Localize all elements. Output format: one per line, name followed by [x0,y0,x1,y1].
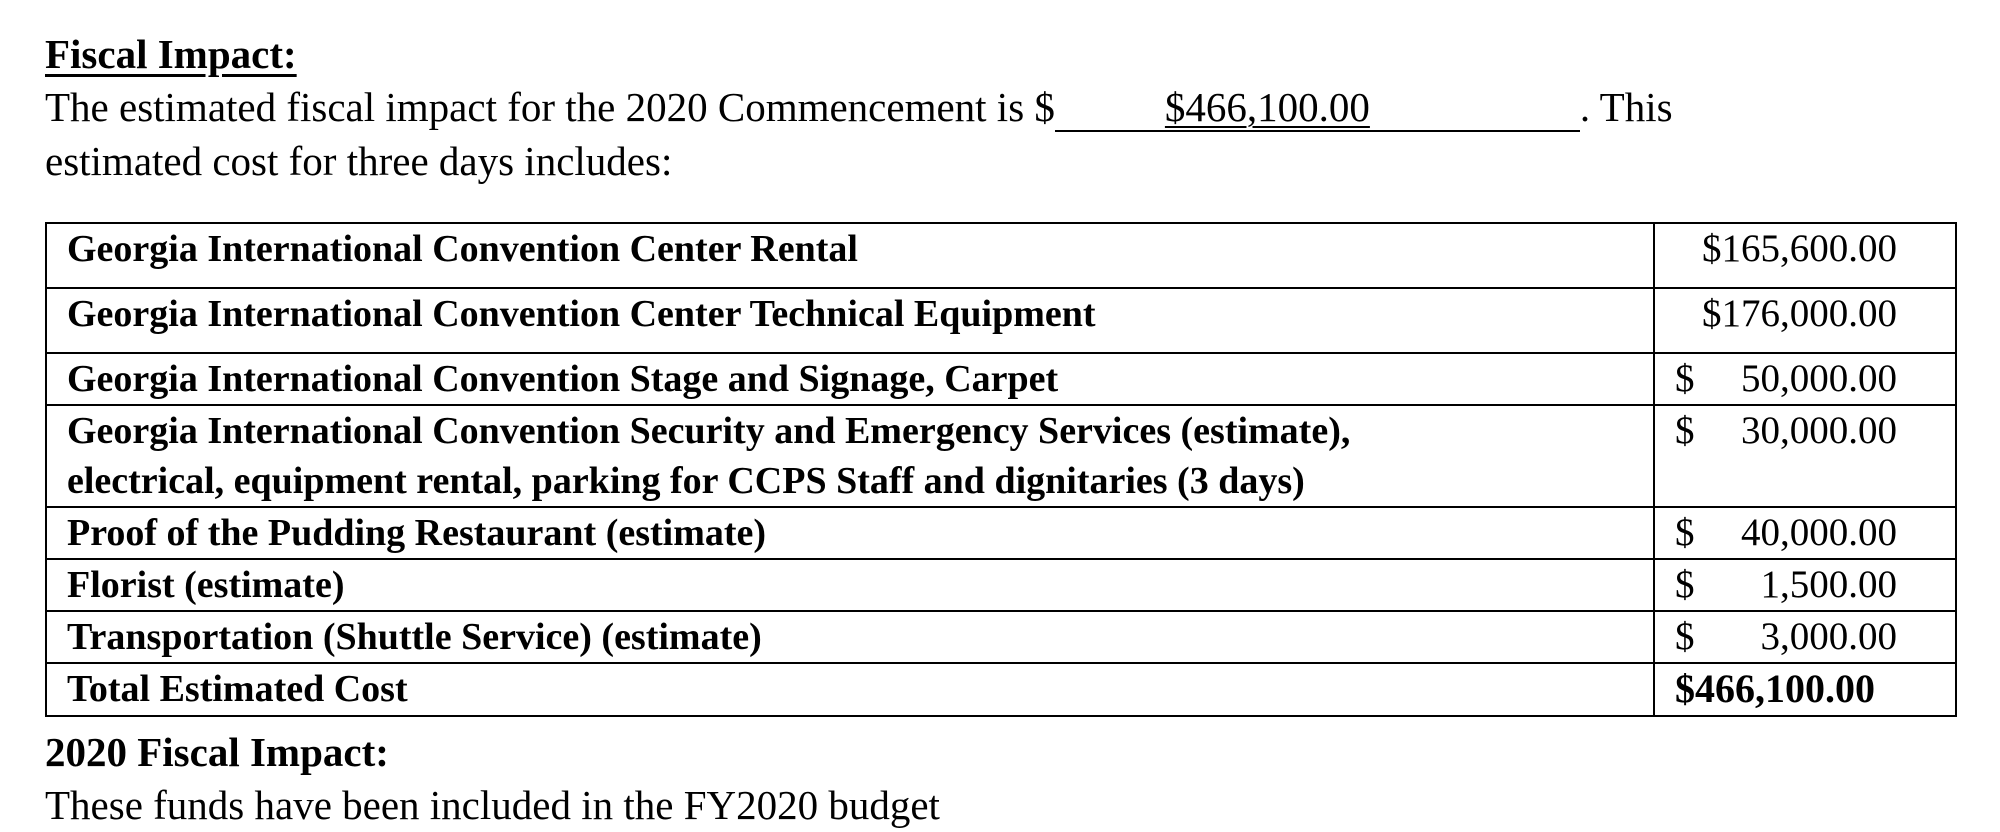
table-row [46,611,1956,663]
item-cell: Georgia International Convention Stage and Signage, Carpet [46,353,1654,405]
fiscal-impact-heading: Fiscal Impact: [45,31,297,77]
item-cell: Florist (estimate) [46,559,1654,611]
dollar-sign: $ [1675,357,1695,400]
total-amount: $466,100.00 [1675,666,1875,711]
amount-cell [1654,559,1956,611]
table-row [46,507,1956,559]
table-row [46,288,1956,353]
fill-in-blank [1055,84,1580,132]
amount-cell [1654,405,1956,507]
item-cell: Proof of the Pudding Restaurant (estimate) [46,507,1654,559]
total-row [46,663,1956,716]
amount-value: 40,000.00 [1741,511,1897,554]
table-row [46,353,1956,405]
blank-value: $466,100.00 [1164,84,1370,130]
dollar-sign: $ [1675,511,1695,554]
dollar-sign: $ [1675,563,1695,606]
amount-value: 30,000.00 [1741,409,1897,452]
table-row [46,223,1956,288]
table-row [46,559,1956,611]
fiscal-impact-line2: estimated cost for three days includes: [45,138,673,184]
amount-cell [1654,223,1956,288]
amount-cell [1654,611,1956,663]
amount-value: $176,000.00 [1702,292,1897,335]
table-row [46,405,1956,507]
item-line-2: electrical, equipment rental, parking for CCPS Staff and dignitaries (3 days) [67,460,1305,502]
item-cell: Georgia International Convention Center Technical Equipment [46,288,1654,353]
amount-cell [1654,353,1956,405]
amount-cell [1654,288,1956,353]
sentence-start: The estimated fiscal impact for the 2020 Commencement is $ [45,84,1055,130]
amount-cell [1654,507,1956,559]
amount-value: 3,000.00 [1760,615,1897,658]
fiscal-2020-text: These funds have been included in the FY2020 budget [45,782,940,828]
amount-value: 50,000.00 [1741,357,1897,400]
fiscal-impact-sentence [45,80,1965,134]
document-page [45,28,1965,828]
fiscal-2020-heading: 2020 Fiscal Impact: [45,729,389,775]
item-line-1: Georgia International Convention Security and Emergency Services (estimate), [67,410,1351,452]
item-cell: Georgia International Convention Center Rental [46,223,1654,288]
dollar-sign: $ [1675,615,1695,658]
fiscal-2020-section [45,726,940,832]
item-cell [46,405,1654,507]
dollar-sign: $ [1675,409,1695,452]
sentence-end: . This [1579,84,1673,130]
total-label: Total Estimated Cost [46,663,1654,716]
item-cell: Transportation (Shuttle Service) (estimate) [46,611,1654,663]
cost-table [45,222,1957,717]
amount-value: $165,600.00 [1702,227,1897,270]
amount-value: 1,500.00 [1760,563,1897,606]
total-amount-cell [1654,663,1956,716]
